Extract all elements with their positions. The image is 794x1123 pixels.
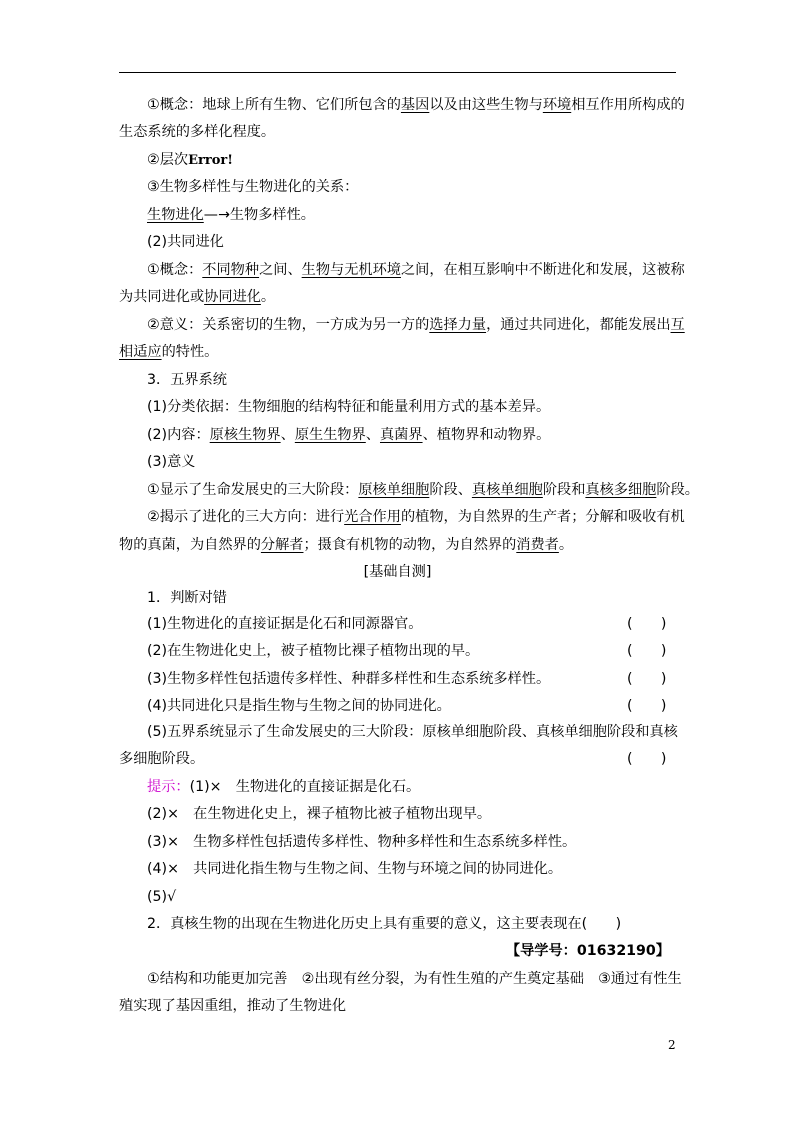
hint-label: 提示： bbox=[147, 779, 190, 795]
hint-text: (1)× 生物进化的直接证据是化石。 bbox=[189, 779, 421, 795]
header-rule bbox=[119, 72, 676, 73]
line-content bbox=[147, 425, 550, 445]
text: 、植物界和动物界。 bbox=[422, 427, 551, 443]
answer-stage3: 真核多细胞 bbox=[585, 482, 657, 498]
line-2: 生态系统的多样化程度。 bbox=[119, 124, 276, 140]
line-4: ③生物多样性与生物进化的关系： bbox=[147, 179, 359, 195]
text: 为共同进化或 bbox=[119, 289, 205, 305]
answer-paren[interactable]: ( ) bbox=[627, 616, 667, 632]
line-8 bbox=[119, 287, 275, 307]
text: 之间，在相互影响中不断进化和发展，这被称 bbox=[400, 262, 685, 278]
answer-fungi: 真菌界 bbox=[379, 427, 423, 443]
text: ①概念：地球上所有生物、它们所包含的 bbox=[147, 97, 401, 113]
hint-5: (5)√ bbox=[147, 889, 177, 905]
q1-item-2: (2)在生物进化史上，被子植物比裸子植物出现的早。 bbox=[147, 643, 480, 659]
answer-env: 生物与无机环境 bbox=[301, 262, 401, 278]
answer-decomposer: 分解者 bbox=[260, 537, 304, 553]
text: 的植物，为自然界的生产者；分解和吸收有机 bbox=[400, 509, 685, 525]
text: 阶段。 bbox=[656, 482, 699, 498]
text: 阶段、 bbox=[429, 482, 472, 498]
line-directions bbox=[147, 507, 685, 527]
text: ①概念： bbox=[147, 262, 203, 278]
hint-2: (2)× 在生物进化史上，裸子植物比被子植物出现早。 bbox=[147, 806, 492, 822]
answer-species: 不同物种 bbox=[202, 262, 260, 278]
answer-coevo: 协同进化 bbox=[204, 289, 261, 305]
text: 、 bbox=[280, 427, 295, 443]
hint-3: (3)× 生物多样性包括遗传多样性、物种多样性和生态系统多样性。 bbox=[147, 834, 577, 850]
answer-mutual: 互 bbox=[670, 317, 685, 333]
hint-1 bbox=[147, 777, 420, 797]
text: 的特性。 bbox=[161, 344, 219, 360]
q1-item-5b: 多细胞阶段。 bbox=[119, 751, 205, 767]
text: ，通过共同进化，都能发展出 bbox=[486, 317, 671, 333]
q1-item-3: (3)生物多样性包括遗传多样性、种群多样性和生态系统多样性。 bbox=[147, 671, 551, 687]
hint-4: (4)× 共同进化指生物与生物之间、生物与环境之间的协同进化。 bbox=[147, 861, 563, 877]
line-five-kingdoms: 3．五界系统 bbox=[147, 372, 227, 388]
text: 、 bbox=[365, 427, 380, 443]
text: ①显示了生命发展史的三大阶段： bbox=[147, 482, 359, 498]
line-meaning bbox=[147, 315, 685, 335]
answer-stage2: 真核单细胞 bbox=[471, 482, 543, 498]
q2-options-2: 殖实现了基因重组，推动了生物进化 bbox=[119, 998, 347, 1014]
page-number: 2 bbox=[668, 1038, 676, 1052]
q2-stem: 2．真核生物的出现在生物进化历史上具有重要的意义，这主要表现在( ) bbox=[147, 916, 622, 932]
answer-paren[interactable]: ( ) bbox=[627, 698, 667, 714]
line-coevo-concept bbox=[147, 260, 685, 280]
text: (2)内容： bbox=[147, 427, 210, 443]
guide-number: 【导学号：01632190】 bbox=[505, 943, 670, 959]
answer-evolution: 生物进化 bbox=[147, 207, 204, 223]
text: ②层次 bbox=[147, 152, 189, 168]
text: 物的真菌，为自然界的 bbox=[119, 537, 261, 553]
answer-consumer: 消费者 bbox=[516, 537, 559, 553]
answer-paren[interactable]: ( ) bbox=[627, 751, 667, 767]
answer-selection: 选择力量 bbox=[429, 317, 487, 333]
text: ②揭示了进化的三大方向：进行 bbox=[147, 509, 345, 525]
line-levels bbox=[147, 150, 233, 171]
line-17 bbox=[119, 535, 573, 555]
q1-item-5: (5)五界系统显示了生命发展史的三大阶段：原核单细胞阶段、真核单细胞阶段和真核 bbox=[147, 724, 678, 740]
arrow-icon: —→ bbox=[203, 207, 230, 223]
q1-item-1: (1)生物进化的直接证据是化石和同源器官。 bbox=[147, 616, 423, 632]
text: 。 bbox=[260, 289, 276, 305]
section-title: [基础自测] bbox=[363, 564, 432, 580]
answer-protist: 原生生物界 bbox=[294, 427, 366, 443]
q1-title: 1．判断对错 bbox=[147, 590, 227, 606]
text: 之间、 bbox=[259, 262, 302, 278]
answer-paren[interactable]: ( ) bbox=[627, 643, 667, 659]
text: 生物多样性。 bbox=[229, 207, 315, 223]
answer-paren[interactable]: ( ) bbox=[627, 671, 667, 687]
text: 以及由这些生物与 bbox=[429, 97, 543, 113]
text: ②意义：关系密切的生物，一方成为另一方的 bbox=[147, 317, 430, 333]
answer-photosynthesis: 光合作用 bbox=[344, 509, 401, 525]
error-text: Error! bbox=[188, 153, 233, 168]
text: 。 bbox=[558, 537, 574, 553]
line-concept bbox=[147, 95, 685, 115]
line-coevolution: (2)共同进化 bbox=[147, 234, 224, 250]
line-10 bbox=[119, 342, 218, 362]
line-stages bbox=[147, 480, 699, 500]
text: ；摄食有机物的动物，为自然界的 bbox=[303, 537, 517, 553]
line-significance: (3)意义 bbox=[147, 454, 196, 470]
answer-prokaryote: 原核生物界 bbox=[209, 427, 281, 443]
text: 相互作用所构成的 bbox=[571, 97, 685, 113]
line-relation bbox=[147, 205, 315, 225]
answer-stage1: 原核单细胞 bbox=[358, 482, 430, 498]
answer-mutual-2: 相适应 bbox=[119, 344, 162, 360]
line-basis: (1)分类依据：生物细胞的结构特征和能量利用方式的基本差异。 bbox=[147, 399, 551, 415]
q1-item-4: (4)共同进化只是指生物与生物之间的协同进化。 bbox=[147, 698, 451, 714]
answer-gene: 基因 bbox=[400, 97, 430, 113]
answer-environment: 环境 bbox=[542, 97, 572, 113]
q2-options-1: ①结构和功能更加完善 ②出现有丝分裂，为有性生殖的产生奠定基础 ③通过有性生 bbox=[147, 971, 682, 987]
text: 阶段和 bbox=[542, 482, 586, 498]
